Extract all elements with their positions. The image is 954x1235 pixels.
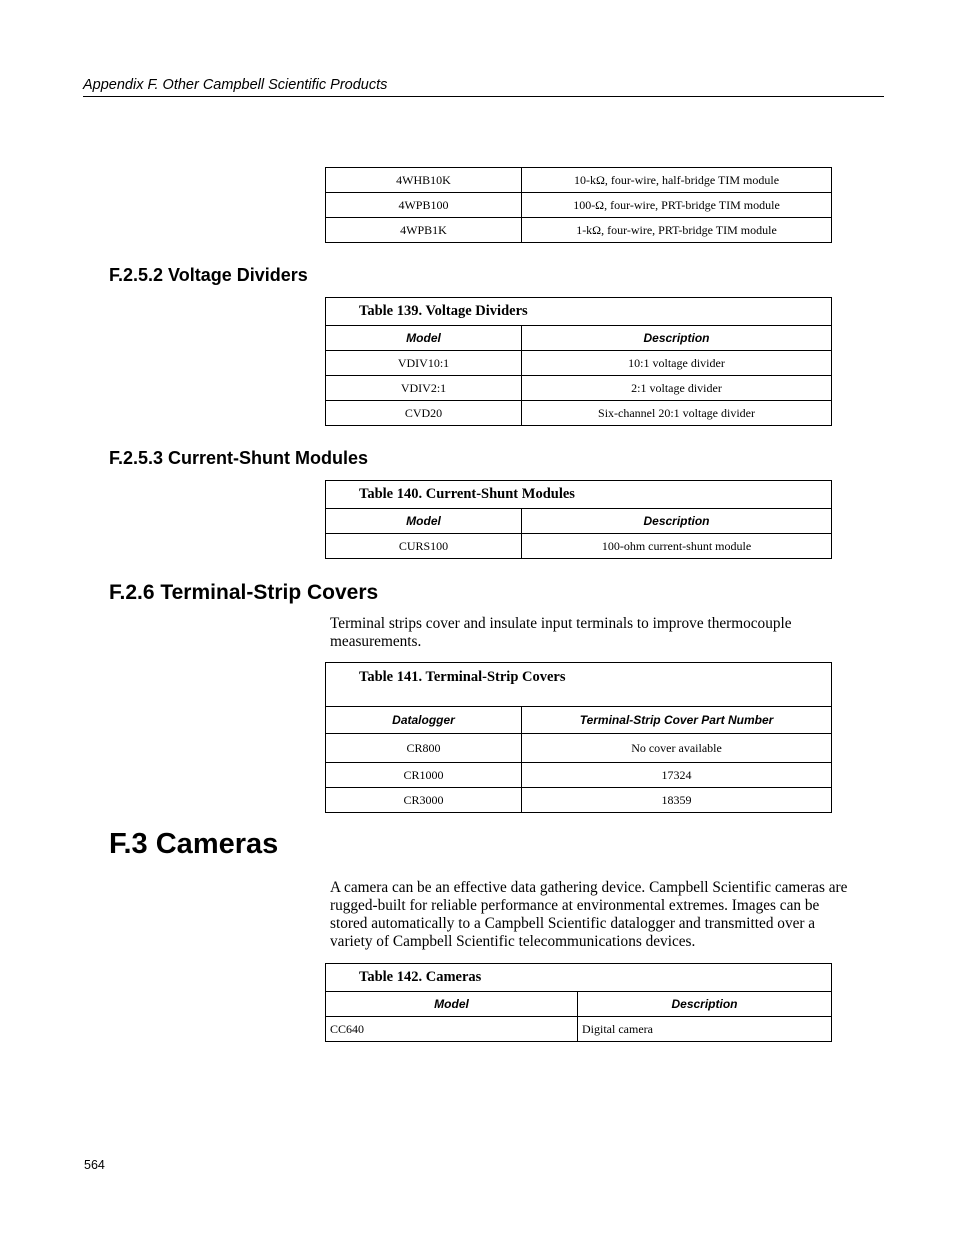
page-number: 564 (84, 1158, 105, 1172)
table-cell: 10-kΩ, four-wire, half-bridge TIM module (522, 168, 832, 193)
terminal-strip-covers-table (325, 662, 832, 813)
section-paragraph: Terminal strips cover and insulate input terminals to improve thermocouple measurements. (330, 615, 792, 650)
table-caption: Table 142. Cameras (326, 964, 832, 992)
table-row (326, 1017, 832, 1042)
section-heading-terminal-strip-covers: F.2.6 Terminal-Strip Covers (109, 581, 379, 604)
table-caption: Table 140. Current-Shunt Modules (326, 481, 832, 509)
section-heading-voltage-dividers: F.2.5.2 Voltage Dividers (109, 265, 308, 285)
tim-modules-table (325, 167, 832, 243)
column-header: Description (578, 992, 832, 1017)
table-row (326, 734, 832, 763)
table-cell: 10:1 voltage divider (522, 351, 832, 376)
section-heading-cameras: F.3 Cameras (109, 828, 279, 860)
table-cell: 4WPB1K (326, 218, 522, 243)
table-row (326, 351, 832, 376)
column-header: Description (522, 326, 832, 351)
table-row (326, 534, 832, 559)
column-header: Datalogger (326, 707, 522, 734)
table-header-row (326, 326, 832, 351)
section-paragraph: A camera can be an effective data gathering device. Campbell Scientific cameras are rugged-built for reliable performance at environmental extremes. Images can be stored automatically to a Campbell Scientific datalogger and transmitted over a variety of Campbell Scientific telecommunications devices. (330, 879, 848, 950)
table-cell: 18359 (522, 788, 832, 813)
table-cell: Six-channel 20:1 voltage divider (522, 401, 832, 426)
table-cell: 100-Ω, four-wire, PRT-bridge TIM module (522, 193, 832, 218)
section-heading-current-shunt: F.2.5.3 Current-Shunt Modules (109, 448, 369, 468)
table-row (326, 763, 832, 788)
table-cell: 17324 (522, 763, 832, 788)
table-row (326, 168, 832, 193)
table-cell: Digital camera (578, 1017, 832, 1042)
table-header-row (326, 992, 832, 1017)
table-cell: CVD20 (326, 401, 522, 426)
table-row (326, 376, 832, 401)
column-header: Model (326, 992, 578, 1017)
table-row (326, 193, 832, 218)
table-cell: 4WHB10K (326, 168, 522, 193)
table-cell: VDIV10:1 (326, 351, 522, 376)
table-row (326, 218, 832, 243)
table-row (326, 401, 832, 426)
cameras-table (325, 963, 832, 1042)
running-header: Appendix F. Other Campbell Scientific Products (83, 76, 884, 97)
table-cell: VDIV2:1 (326, 376, 522, 401)
table-row (326, 788, 832, 813)
table-cell: 100-ohm current-shunt module (522, 534, 832, 559)
table-caption: Table 139. Voltage Dividers (326, 298, 832, 326)
table-caption: Table 141. Terminal-Strip Covers (326, 663, 832, 707)
column-header: Model (326, 509, 522, 534)
table-cell: CR1000 (326, 763, 522, 788)
table-cell: 1-kΩ, four-wire, PRT-bridge TIM module (522, 218, 832, 243)
table-cell: 2:1 voltage divider (522, 376, 832, 401)
table-header-row (326, 707, 832, 734)
table-cell: CR800 (326, 734, 522, 763)
voltage-dividers-table (325, 297, 832, 426)
column-header: Model (326, 326, 522, 351)
table-cell: CC640 (326, 1017, 578, 1042)
table-header-row (326, 509, 832, 534)
table-cell: No cover available (522, 734, 832, 763)
table-cell: 4WPB100 (326, 193, 522, 218)
table-cell: CURS100 (326, 534, 522, 559)
column-header: Description (522, 509, 832, 534)
current-shunt-table (325, 480, 832, 559)
column-header: Terminal-Strip Cover Part Number (522, 707, 832, 734)
table-cell: CR3000 (326, 788, 522, 813)
